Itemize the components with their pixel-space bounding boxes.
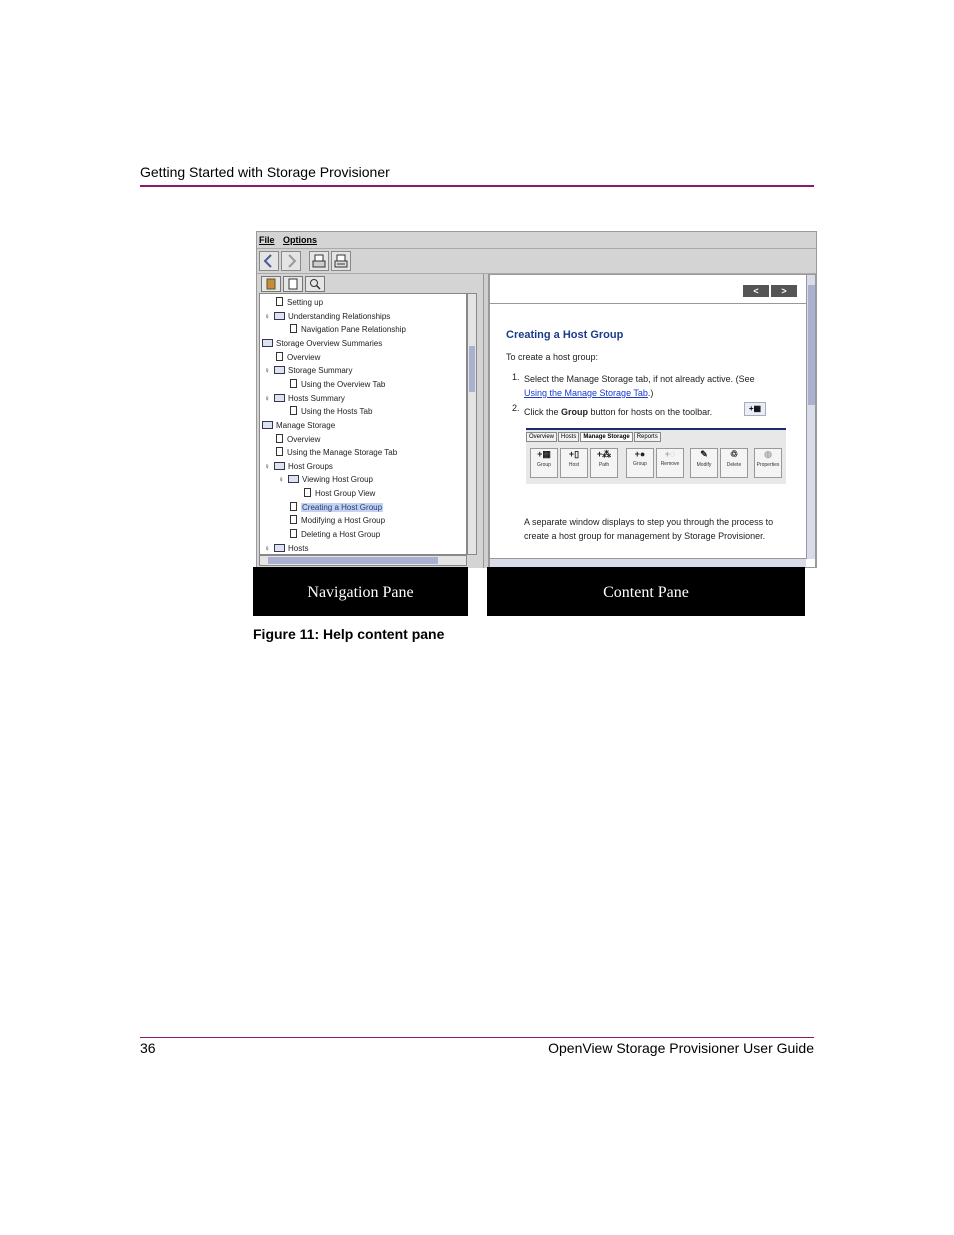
mini-button-label: Group xyxy=(537,462,551,468)
tree-item-label: Using the Overview Tab xyxy=(301,379,386,389)
mini-button-label: Host xyxy=(568,462,580,468)
tree-item[interactable] xyxy=(276,352,320,364)
document-icon xyxy=(290,515,297,524)
mini-tab: Reports xyxy=(634,432,661,442)
step1-number: 1. xyxy=(512,372,520,382)
document-icon xyxy=(290,502,297,511)
guide-title: OpenView Storage Provisioner User Guide xyxy=(548,1040,814,1056)
tree-item[interactable] xyxy=(276,297,323,309)
expand-pin-icon[interactable]: ♀ xyxy=(278,475,284,485)
tree-item[interactable] xyxy=(290,529,380,541)
tree-item[interactable] xyxy=(264,311,390,323)
menu-bar xyxy=(257,232,816,248)
mini-button-glyph-icon: ✎ xyxy=(700,449,708,459)
navigation-pane xyxy=(257,274,483,568)
nav-horizontal-scrollbar[interactable] xyxy=(259,555,467,566)
mini-toolbar-button xyxy=(754,448,782,478)
contents-book-icon[interactable] xyxy=(261,276,281,292)
tree-item[interactable] xyxy=(276,434,320,446)
mini-button-glyph-icon: ♲ xyxy=(729,449,739,459)
tree-item-label: Using the Hosts Tab xyxy=(301,407,373,417)
tree-item[interactable] xyxy=(264,393,345,405)
tree-item-label: Navigation Pane Relationship xyxy=(301,325,406,335)
closing-text: A separate window displays to step you through the process to create a host group for management by Storage Provisioner. xyxy=(524,517,774,541)
menu-options[interactable]: Options xyxy=(283,235,318,245)
expand-pin-icon[interactable]: ♀ xyxy=(264,461,270,471)
folder-icon xyxy=(274,544,285,552)
header-rule xyxy=(140,185,814,187)
menu-file[interactable]: File xyxy=(259,235,275,245)
help-toolbar xyxy=(257,248,816,274)
manage-storage-toolbar-image xyxy=(526,428,786,484)
document-icon xyxy=(290,324,297,333)
mini-button-label: Path xyxy=(598,462,610,468)
nav-vertical-scrollbar[interactable] xyxy=(467,293,477,555)
mini-button-label: Remove xyxy=(660,461,680,467)
document-icon xyxy=(290,379,297,388)
tree-item[interactable] xyxy=(290,379,385,391)
tree-item-label: Deleting a Host Group xyxy=(301,530,381,540)
step2-number: 2. xyxy=(512,403,520,413)
expand-pin-icon[interactable]: ♀ xyxy=(264,366,270,376)
print-icon[interactable] xyxy=(309,251,329,271)
mini-button-label: Properties xyxy=(756,462,780,468)
tree-item[interactable] xyxy=(264,461,333,473)
document-icon xyxy=(290,529,297,538)
mini-tabs xyxy=(526,432,662,442)
document-icon xyxy=(304,488,311,497)
folder-icon xyxy=(274,312,285,320)
document-icon xyxy=(276,297,283,306)
mini-toolbar-button xyxy=(626,448,654,478)
mini-button-label: Group xyxy=(633,461,647,467)
tree-item-label: Creating a Host Group xyxy=(302,502,383,512)
expand-pin-icon[interactable]: ♀ xyxy=(264,311,270,321)
intro-text: To create a host group: xyxy=(506,352,599,362)
tree-item-label: Storage Summary xyxy=(288,366,353,376)
folder-icon xyxy=(274,394,285,402)
folder-icon xyxy=(274,462,285,470)
mini-button-label: Delete xyxy=(726,462,742,468)
tree-item-label: Hosts Summary xyxy=(288,393,345,403)
expand-pin-icon[interactable]: ♀ xyxy=(264,393,270,403)
folder-icon xyxy=(274,366,285,374)
topic-title: Creating a Host Group xyxy=(506,329,624,341)
mini-button-glyph-icon: +▦ xyxy=(537,449,551,459)
content-scroll-thumb[interactable] xyxy=(808,285,815,405)
tree-item-label: Viewing Host Group xyxy=(302,475,373,485)
tree-item[interactable] xyxy=(264,365,352,377)
page-number: 36 xyxy=(140,1040,156,1056)
tree-item[interactable] xyxy=(290,515,385,527)
mini-button-glyph-icon: +● xyxy=(634,449,646,459)
nav-hscroll-thumb[interactable] xyxy=(268,557,438,564)
tree-item[interactable] xyxy=(262,338,382,350)
step2-text: Click the Group button for hosts on the toolbar. xyxy=(524,407,713,417)
folder-icon xyxy=(262,339,273,347)
mini-toolbar-button xyxy=(530,448,558,478)
tree-item[interactable] xyxy=(290,324,406,336)
mini-button-glyph-icon: ◍ xyxy=(764,449,772,459)
content-nav-buttons xyxy=(741,281,797,299)
mini-toolbar-button xyxy=(560,448,588,478)
print-setup-icon[interactable] xyxy=(331,251,351,271)
tree-item[interactable] xyxy=(290,502,383,514)
mini-tab: Overview xyxy=(526,432,557,442)
content-divider xyxy=(490,303,806,304)
mini-toolbar-button xyxy=(656,448,684,478)
nav-tabs xyxy=(259,276,481,293)
mini-tab: Hosts xyxy=(558,432,579,442)
tree-item-label: Overview xyxy=(287,352,321,362)
index-page-icon[interactable] xyxy=(283,276,303,292)
mini-toolbar-button xyxy=(720,448,748,478)
document-icon xyxy=(290,406,297,415)
tree-item[interactable] xyxy=(264,543,308,555)
mini-toolbar-button xyxy=(590,448,618,478)
content-pane xyxy=(489,274,816,568)
tree-item[interactable] xyxy=(276,447,397,459)
manage-storage-tab-link[interactable]: Using the Manage Storage Tab xyxy=(524,388,648,398)
figure-caption: Figure 11: Help content pane xyxy=(253,626,445,642)
mini-button-label: Modify xyxy=(696,462,712,468)
back-arrow-icon[interactable] xyxy=(259,251,279,271)
forward-arrow-icon[interactable] xyxy=(281,251,301,271)
mini-toolbar-button xyxy=(690,448,718,478)
mini-button-glyph-icon: +◌ xyxy=(664,449,676,459)
document-icon xyxy=(276,447,283,456)
mini-button-glyph-icon: +▯ xyxy=(568,449,580,459)
folder-icon xyxy=(262,421,273,429)
tree-item-label: Setting up xyxy=(287,298,324,307)
navigation-pane-label: Navigation Pane xyxy=(253,567,468,616)
tree-item-label: Using the Manage Storage Tab xyxy=(287,448,398,458)
tree-item-label: Host Groups xyxy=(288,461,333,471)
previous-topic-button[interactable]: < xyxy=(743,285,769,297)
tree-item-label: Overview xyxy=(287,434,321,444)
tree-item[interactable] xyxy=(290,406,372,418)
contents-tree xyxy=(259,293,467,555)
mini-button-glyph-icon: +⁂ xyxy=(596,449,612,459)
content-vertical-scrollbar[interactable] xyxy=(806,275,816,559)
expand-pin-icon[interactable]: ♀ xyxy=(264,543,270,553)
footer-rule xyxy=(140,1037,814,1038)
next-topic-button[interactable]: > xyxy=(771,285,797,297)
help-window xyxy=(256,231,817,568)
tree-item-label: Host Group View xyxy=(315,489,376,499)
tree-item-label: Storage Overview Summaries xyxy=(276,338,383,348)
running-header: Getting Started with Storage Provisioner xyxy=(140,164,390,180)
tree-item-label: Manage Storage xyxy=(276,420,336,430)
tree-item[interactable] xyxy=(304,488,375,500)
nav-scroll-thumb[interactable] xyxy=(469,346,475,392)
mini-tab: Manage Storage xyxy=(580,432,632,442)
step1-text: Select the Manage Storage tab, if not already active. (See Using the Manage Storage Tab.) xyxy=(524,374,755,398)
tree-item[interactable] xyxy=(278,474,373,486)
tree-item-label: Understanding Relationships xyxy=(288,311,391,321)
document-icon xyxy=(276,352,283,361)
tree-item-label: Hosts xyxy=(288,543,309,553)
tree-item[interactable] xyxy=(262,420,335,432)
folder-icon xyxy=(288,475,299,483)
group-button-icon: +▦ xyxy=(744,402,766,416)
document-icon xyxy=(276,434,283,443)
search-magnifier-icon[interactable] xyxy=(305,276,325,292)
content-pane-label: Content Pane xyxy=(487,567,805,616)
tree-item-label: Modifying a Host Group xyxy=(301,516,386,526)
